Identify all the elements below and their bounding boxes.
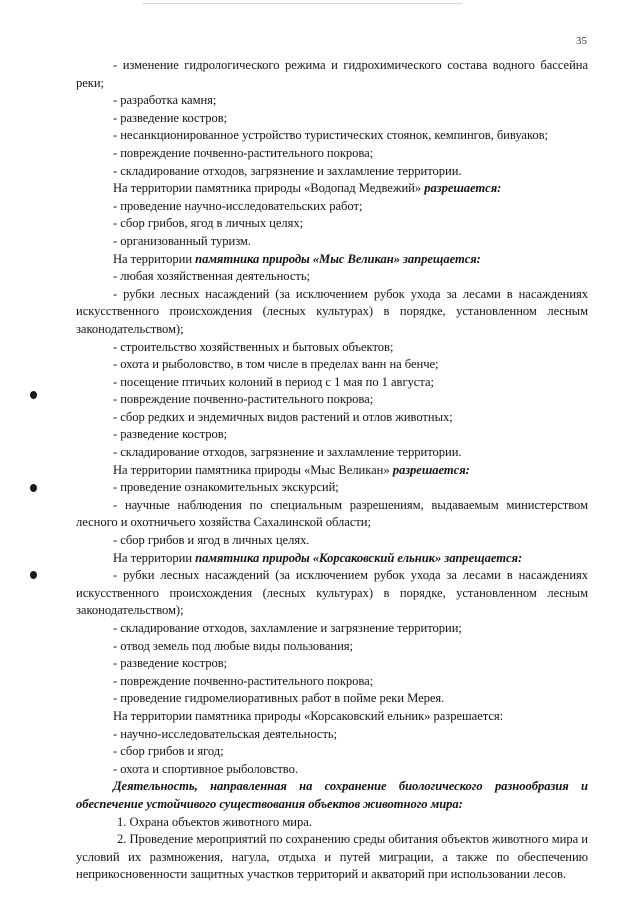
paragraph: - складирование отходов, загрязнение и захламление территории. [113,445,462,460]
paragraph: - повреждение почвенно-растительного покрова; [113,673,374,688]
paragraph: - сбор грибов и ягод; [113,744,224,759]
emphasized-text: разрешается: [392,462,470,477]
document-body [76,57,588,884]
paragraph: - разработка камня; [113,93,217,108]
paragraph: - сбор редких и эндемичных видов растений и отлов животных; [113,409,453,424]
paragraph [76,462,588,480]
paragraph: - строительство хозяйственных и бытовых объектов; [113,339,394,354]
paragraph: - охота и рыболовство, в том числе в пределах ванн на бенче; [113,357,439,372]
paragraph: - проведение ознакомительных экскурсий; [113,480,339,495]
paragraph: - отвод земель под любые виды пользования; [113,638,353,653]
emphasized-text: разрешается: [424,181,502,196]
binder-hole-mark [30,391,37,399]
emphasized-text: памятника природы «Корсаковский ельник» запрещается: [195,550,523,565]
paragraph: - складирование отходов, загрязнение и захламление территории. [113,163,462,178]
paragraph [76,180,588,198]
paragraph: - любая хозяйственная деятельность; [113,269,311,284]
binder-hole-mark [30,484,37,492]
scan-edge-line [142,3,462,4]
paragraph-lead-text: На территории [113,251,196,266]
emphasized-text: памятника природы «Мыс Великан» запрещается: [195,251,481,266]
paragraph: - разведение костров; [113,656,228,671]
paragraph: На территории памятника природы «Корсаковский ельник» разрешается: [113,708,504,723]
paragraph: - организованный туризм. [113,233,251,248]
paragraph-lead-text: На территории [113,550,196,565]
paragraph: - разведение костров; [113,110,228,125]
paragraph: - повреждение почвенно-растительного покрова; [113,392,374,407]
paragraph: - научно-исследовательская деятельность; [113,726,338,741]
emphasized-text: Деятельность, направленная на сохранение биологического разнообразия и обеспечение устойчивого существования объектов животного мира: [76,779,588,811]
binder-hole-mark [30,571,37,579]
paragraph [76,778,588,813]
page-number: 35 [576,35,587,47]
paragraph: - сбор грибов, ягод в личных целях; [113,216,304,231]
paragraph: - повреждение почвенно-растительного покрова; [113,145,374,160]
paragraph-lead-text: На территории памятника природы «Водопад Медвежий» [113,181,425,196]
paragraph: - проведение научно-исследовательских работ; [113,198,363,213]
paragraph: - рубки лесных насаждений (за исключением рубок ухода за лесами в насаждениях искусственного происхождения (лесных культурах) в порядке, установленном лесным законодательством); [76,286,588,336]
paragraph [76,550,588,568]
paragraph: 1. Охрана объектов животного мира. [117,814,312,829]
paragraph: - изменение гидрологического режима и гидрохимического состава водного бассейна реки; [76,58,588,90]
paragraph: - несанкционированное устройство туристических стоянок, кемпингов, бивуаков; [113,128,548,143]
paragraph [76,251,588,269]
paragraph: - сбор грибов и ягод в личных целях. [113,533,310,548]
paragraph: - научные наблюдения по специальным разрешениям, выдаваемым министерством лесного и охотничьего хозяйства Сахалинской области; [76,497,588,530]
paragraph-lead-text: На территории памятника природы «Мыс Великан» [113,462,393,477]
paragraph: - складирование отходов, захламление и загрязнение территории; [113,621,462,635]
paragraph: - рубки лесных насаждений (за исключением рубок ухода за лесами в насаждениях искусственного происхождения (лесных культурах) в порядке, установленном лесным законодательством); [76,568,588,618]
paragraph: 2. Проведение мероприятий по сохранению среды обитания объектов животного мира и условий их размножения, нагула, отдыха и путей миграции, а также по обеспечению неприкосновенности защитных участков территорий и акваторий при использовании лесов. [76,832,588,882]
paragraph: - посещение птичьих колоний в период с 1 мая по 1 августа; [113,374,434,389]
paragraph: - разведение костров; [113,427,228,442]
paragraph: - охота и спортивное рыболовство. [113,761,298,776]
paragraph: - проведение гидромелиоративных работ в пойме реки Мерея. [113,691,445,706]
